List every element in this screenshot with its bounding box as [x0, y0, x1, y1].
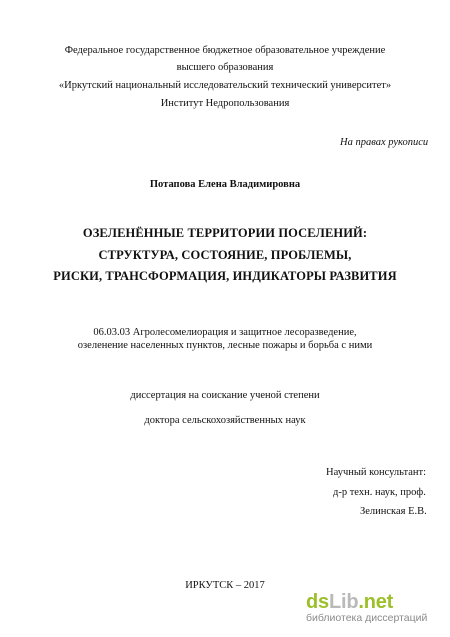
institution-line-4: Институт Недропользования: [160, 98, 290, 109]
consultant-name: Зелинская Е.В.: [360, 506, 427, 517]
title-line-2: СТРУКТУРА, СОСТОЯНИЕ, ПРОБЛЕМЫ,: [98, 248, 352, 262]
institution-line-3: «Иркутский национальный исследовательский технический университет»: [58, 80, 392, 91]
specialty-line-2: озеленение населенных пунктов, лесные пожары и борьба с ними: [77, 340, 373, 351]
manuscript-note: На правах рукописи: [340, 137, 429, 148]
title-line-3: РИСКИ, ТРАНСФОРМАЦИЯ, ИНДИКАТОРЫ РАЗВИТИЯ: [53, 269, 397, 283]
watermark-logo-ds: ds: [306, 591, 329, 613]
watermark-logo-net: .net: [358, 591, 394, 613]
watermark-logo: [306, 591, 393, 613]
institution-line-1: Федеральное государственное бюджетное образовательное учреждение: [64, 45, 386, 56]
consultant-label: Научный консультант:: [326, 467, 427, 478]
dslib-watermark: [306, 591, 436, 627]
title-line-1: ОЗЕЛЕНЁННЫЕ ТЕРРИТОРИИ ПОСЕЛЕНИЙ:: [82, 226, 368, 240]
city-year: ИРКУТСК – 2017: [185, 580, 265, 591]
author-name: Потапова Елена Владимировна: [149, 179, 301, 190]
institution-line-2: высшего образования: [176, 62, 274, 73]
watermark-logo-lib: Lib: [328, 591, 359, 613]
consultant-credentials: д-р техн. наук, проф.: [333, 487, 426, 498]
specialty-line-1: 06.03.03 Агролесомелиорация и защитное лесоразведение,: [93, 327, 357, 338]
degree-line-2: доктора сельскохозяйственных наук: [144, 415, 306, 426]
degree-line-1: диссертация на соискание ученой степени: [130, 390, 320, 401]
watermark-subtitle: библиотека диссертаций: [306, 612, 428, 624]
